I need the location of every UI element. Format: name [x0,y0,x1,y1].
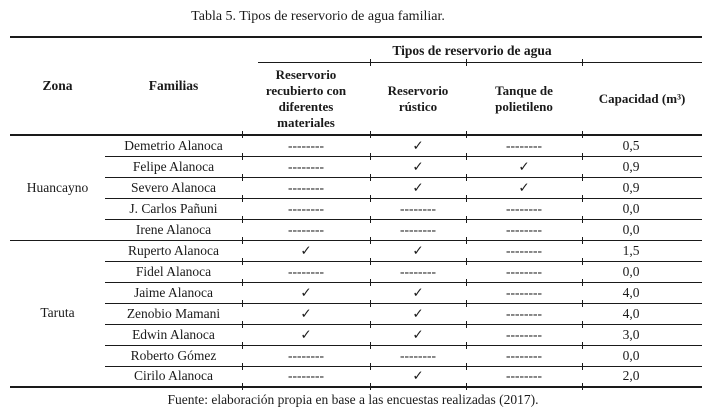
table-row [10,177,702,198]
mark-recubierto: -------- [242,135,370,156]
family-name: Felipe Alanoca [105,156,242,177]
capacity-value: 3,0 [582,324,702,345]
mark-recubierto: -------- [242,219,370,240]
mark-polietileno: ✓ [466,156,582,177]
mark-polietileno: -------- [466,282,582,303]
family-name: Roberto Gómez [105,345,242,366]
family-name: Zenobio Mamani [105,303,242,324]
mark-polietileno: -------- [466,303,582,324]
mark-polietileno: -------- [466,240,582,261]
mark-polietileno: -------- [466,135,582,156]
capacity-value: 0,0 [582,345,702,366]
family-name: Demetrio Alanoca [105,135,242,156]
mark-recubierto: -------- [242,345,370,366]
mark-recubierto: ✓ [242,303,370,324]
mark-polietileno: -------- [466,324,582,345]
reservoir-table [10,36,702,388]
capacity-value: 0,5 [582,135,702,156]
mark-rustico: -------- [370,198,466,219]
table-row [10,261,702,282]
mark-rustico: -------- [370,345,466,366]
capacity-value: 0,0 [582,261,702,282]
source-note: Fuente: elaboración propia en base a las encuestas realizadas (2017). [167,392,539,407]
mark-recubierto: -------- [242,366,370,387]
family-name: Irene Alanoca [105,219,242,240]
mark-recubierto: ✓ [242,240,370,261]
family-name: Cirilo Alanoca [105,366,242,387]
table-row [10,345,702,366]
mark-polietileno: -------- [466,366,582,387]
mark-recubierto: -------- [242,198,370,219]
capacity-value: 1,5 [582,240,702,261]
mark-rustico: ✓ [370,240,466,261]
capacity-value: 4,0 [582,303,702,324]
col-header-tanque-polietileno: Tanque de polietileno [466,63,582,135]
mark-rustico: -------- [370,219,466,240]
mark-recubierto: -------- [242,261,370,282]
col-header-zona: Zona [10,37,105,135]
table-row [10,135,702,156]
family-name: Fidel Alanoca [105,261,242,282]
mark-rustico: ✓ [370,324,466,345]
capacity-value: 0,9 [582,177,702,198]
zone-label-taruta: Taruta [10,240,105,387]
mark-polietileno: -------- [466,219,582,240]
group-header-tipos: Tipos de reservorio de agua [242,37,702,63]
group-header-row [10,37,702,63]
mark-polietileno: -------- [466,345,582,366]
col-header-reservorio-recubierto: Reservorio recubierto con diferentes materiales [242,63,370,135]
mark-rustico: ✓ [370,282,466,303]
mark-polietileno: -------- [466,261,582,282]
zone-label-huancayno: Huancayno [10,135,105,240]
capacity-value: 0,0 [582,198,702,219]
family-name: Severo Alanoca [105,177,242,198]
table-row [10,219,702,240]
mark-rustico: ✓ [370,366,466,387]
col-header-reservorio-rustico: Reservorio rústico [370,63,466,135]
capacity-value: 4,0 [582,282,702,303]
mark-rustico: ✓ [370,135,466,156]
mark-rustico: ✓ [370,303,466,324]
table-row [10,156,702,177]
mark-recubierto: ✓ [242,324,370,345]
family-name: Ruperto Alanoca [105,240,242,261]
family-name: J. Carlos Pañuni [105,198,242,219]
table-caption: Tabla 5. Tipos de reservorio de agua familiar. [191,9,445,24]
col-header-capacidad: Capacidad (m³) [582,63,702,135]
capacity-value: 2,0 [582,366,702,387]
mark-recubierto: -------- [242,156,370,177]
table-row [10,366,702,387]
table-row [10,240,702,261]
mark-rustico: ✓ [370,156,466,177]
mark-rustico: ✓ [370,177,466,198]
table-row [10,282,702,303]
family-name: Edwin Alanoca [105,324,242,345]
col-header-familias: Familias [105,37,242,135]
mark-rustico: -------- [370,261,466,282]
table-row [10,324,702,345]
family-name: Jaime Alanoca [105,282,242,303]
table-row [10,198,702,219]
capacity-value: 0,9 [582,156,702,177]
mark-recubierto: ✓ [242,282,370,303]
mark-recubierto: -------- [242,177,370,198]
mark-polietileno: -------- [466,198,582,219]
table-row [10,303,702,324]
capacity-value: 0,0 [582,219,702,240]
mark-polietileno: ✓ [466,177,582,198]
